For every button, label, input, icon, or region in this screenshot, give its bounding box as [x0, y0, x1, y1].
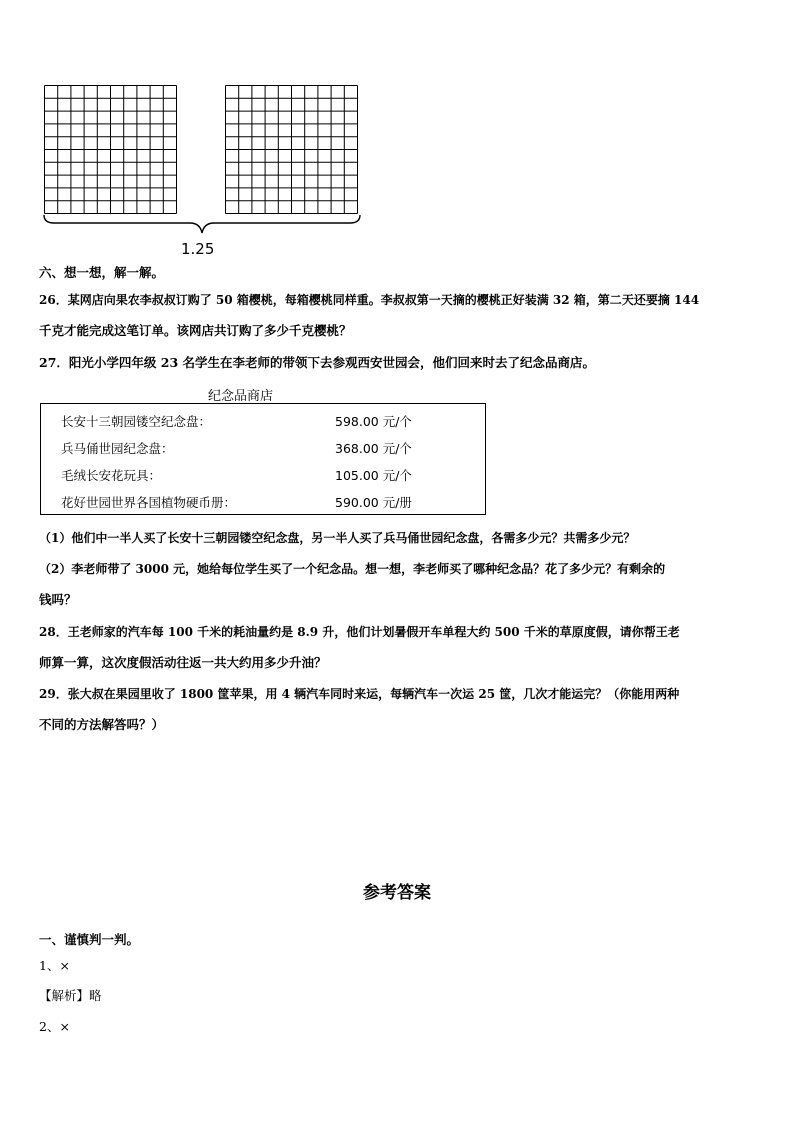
hundred-grid-left	[44, 85, 178, 215]
q29-line2: 不同的方法解答吗？）	[39, 717, 165, 732]
q27-text: 27．阳光小学四年级 23 名学生在李老师的带领下去参观西安世园会，他们回来时去了纪念品商店。	[39, 355, 595, 370]
q26-line2: 千克才能完成这笔订单。该网店共订购了多少千克樱桃？	[39, 323, 352, 338]
answers-title: 参考答案	[363, 883, 431, 903]
store-item-name: 长安十三朝园镂空纪念盘：	[61, 414, 212, 429]
figure-label: 1.25	[181, 240, 215, 258]
brace	[40, 213, 364, 235]
q27-part1: （1）他们中一半人买了长安十三朝园镂空纪念盘，另一半人买了兵马俑世园纪念盘，各需多少元？共需多少元？	[39, 531, 636, 545]
store-title: 纪念品商店	[208, 389, 274, 404]
q28-line1: 28．王老师家的汽车每 100 千米的耗油量约是 8.9 升，他们计划暑假开车单程大约 500 千米的草原度假，请你帮王老	[39, 625, 680, 639]
hundred-grid-right	[225, 85, 359, 215]
store-item-price: 590.00 元/册	[335, 495, 412, 510]
store-item-name: 花好世园世界各国植物硬币册：	[61, 495, 237, 510]
store-item-price: 105.00 元/个	[335, 468, 412, 483]
answer-analysis: 【解析】略	[39, 988, 102, 1003]
answers-section1: 一、谨慎判一判。	[39, 932, 140, 947]
q28-line2: 师算一算，这次度假活动往返一共大约用多少升油？	[39, 655, 327, 670]
store-item-price: 598.00 元/个	[335, 414, 412, 429]
q26-line1: 26．某网店向果农李叔叔订购了 50 箱樱桃，每箱樱桃同样重。李叔叔第一天摘的樱桃正好装满 32 箱，第二天还要摘 144	[39, 293, 700, 307]
answer-1: 1、×	[39, 958, 70, 973]
q27-part2-line1: （2）李老师带了 3000 元，她给每位学生买了一个纪念品。想一想，李老师买了哪种纪念品？花了多少元？有剩余的	[39, 562, 666, 576]
q27-part2-line2: 钱吗？	[39, 592, 77, 607]
q29-line1: 29．张大叔在果园里收了 1800 筐苹果，用 4 辆汽车同时来运，每辆汽车一次运 25 筐，几次才能运完？（你能用两种	[39, 687, 680, 701]
answer-2: 2、×	[39, 1019, 70, 1034]
section6-heading: 六、想一想，解一解。	[39, 265, 165, 280]
store-item-name: 毛绒长安花玩具：	[61, 468, 162, 483]
store-item-name: 兵马俑世园纪念盘：	[61, 441, 174, 456]
store-box	[40, 403, 486, 515]
store-item-price: 368.00 元/个	[335, 441, 412, 456]
